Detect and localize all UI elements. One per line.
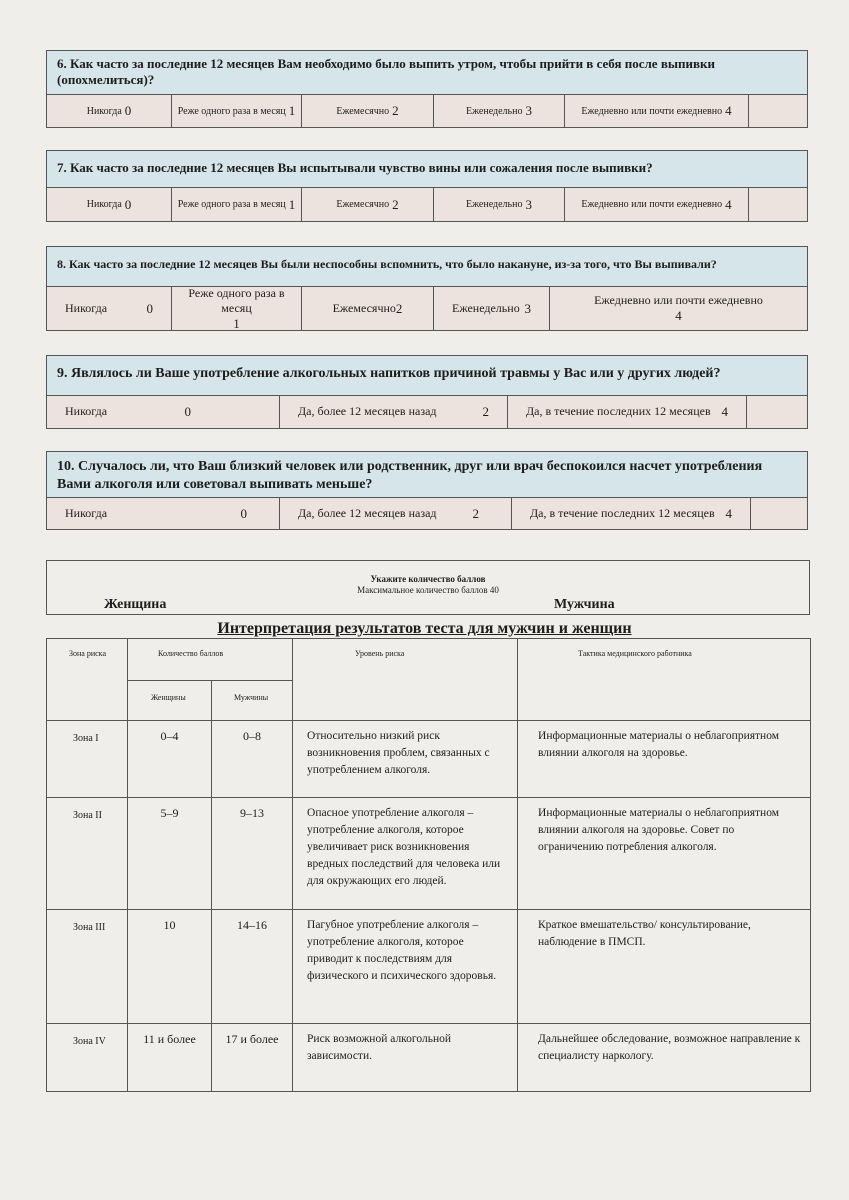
question-7-options — [46, 187, 808, 222]
question-6-text: 6. Как часто за последние 12 месяцев Вам необходимо было выпить утром, чтобы прийти в себя после выпивки (опохмелиться)? — [46, 50, 808, 94]
women-points-cell: 10 — [128, 910, 212, 1024]
option-monthly[interactable]: Ежемесячно 2 — [302, 188, 434, 221]
zone-cell: Зона IV — [47, 1024, 128, 1092]
risk-level-cell: Относительно низкий риск возникновения проблем, связанных с употреблением алкоголя. — [293, 721, 518, 798]
question-6-options — [46, 94, 808, 128]
header-level: Уровень риска — [293, 639, 518, 721]
option-daily[interactable]: Ежедневно или почти ежедневно 4 — [565, 95, 749, 127]
option-monthly[interactable]: Ежемесячно 2 — [302, 287, 434, 330]
zone-cell: Зона II — [47, 798, 128, 910]
option-never[interactable]: Никогда 0 — [47, 396, 280, 428]
option-never[interactable]: Никогда 0 — [47, 188, 172, 221]
option-last-12-months[interactable]: Да, в течение последних 12 месяцев 4 — [508, 396, 747, 428]
men-points-cell: 0–8 — [212, 721, 293, 798]
question-8-text: 8. Как часто за последние 12 месяцев Вы были неспособны вспомнить, что было накануне, из-за того, что Вы выпивали? — [46, 246, 808, 286]
question-6 — [46, 50, 808, 128]
option-more-than-12-months[interactable]: Да, более 12 месяцев назад 2 — [280, 498, 512, 529]
men-points-cell: 9–13 — [212, 798, 293, 910]
option-never[interactable]: Никогда 0 — [47, 287, 172, 330]
question-9 — [46, 355, 808, 429]
men-points-cell: 17 и более — [212, 1024, 293, 1092]
option-more-than-12-months[interactable]: Да, более 12 месяцев назад 2 — [280, 396, 508, 428]
header-tactics: Тактика медицинского работника — [518, 639, 811, 721]
question-10 — [46, 451, 808, 530]
option-weekly[interactable]: Еженедельно 3 — [434, 188, 565, 221]
question-7 — [46, 150, 808, 222]
women-points-cell: 5–9 — [128, 798, 212, 910]
option-daily[interactable]: Ежедневно или почти ежедневно 4 — [594, 293, 763, 323]
question-9-text: 9. Являлось ли Ваше употребление алкогольных напитков причиной травмы у Вас или у других людей? — [46, 355, 808, 395]
max-score-note: Максимальное количество баллов 40 — [357, 585, 499, 595]
table-row — [47, 721, 811, 798]
zone-cell: Зона III — [47, 910, 128, 1024]
question-7-text: 7. Как часто за последние 12 месяцев Вы испытывали чувство вины или сожаления после выпивки? — [46, 150, 808, 187]
table-row — [47, 1024, 811, 1092]
option-never[interactable]: Никогда 0 — [47, 498, 280, 529]
score-cell[interactable] — [749, 95, 807, 127]
option-last-12-months[interactable]: Да, в течение последних 12 месяцев 4 — [512, 498, 751, 529]
header-women: Женщины — [128, 681, 212, 721]
option-weekly[interactable]: Еженедельно 3 — [434, 287, 550, 330]
option-less-monthly[interactable]: Реже одного раза в месяц 1 — [172, 287, 302, 330]
question-8 — [46, 246, 808, 331]
option-daily[interactable]: Ежедневно или почти ежедневно 4 — [565, 188, 749, 221]
option-never[interactable]: Никогда 0 — [47, 95, 172, 127]
tactics-cell: Дальнейшее обследование, возможное направление к специалисту наркологу. — [518, 1024, 811, 1092]
score-instruction: Укажите количество баллов — [370, 574, 486, 584]
score-cell[interactable] — [747, 396, 807, 428]
option-monthly[interactable]: Ежемесячно 2 — [302, 95, 434, 127]
women-points-cell: 11 и более — [128, 1024, 212, 1092]
risk-level-cell: Пагубное употребление алкоголя – употребление алкоголя, которое приводит к последствиям для физического и психического здоровья. — [293, 910, 518, 1024]
men-points-cell: 14–16 — [212, 910, 293, 1024]
option-less-monthly[interactable]: Реже одного раза в месяц 1 — [172, 188, 302, 221]
table-header-row — [47, 639, 811, 681]
table-row — [47, 798, 811, 910]
question-10-options — [46, 497, 808, 530]
man-label: Мужчина — [554, 597, 615, 612]
tactics-cell: Информационные материалы о неблагоприятном влиянии алкоголя на здоровье. — [518, 721, 811, 798]
woman-label: Женщина — [104, 597, 167, 612]
option-less-monthly[interactable]: Реже одного раза в месяц 1 — [172, 95, 302, 127]
risk-level-cell: Риск возможной алкогольной зависимости. — [293, 1024, 518, 1092]
header-points: Количество баллов — [128, 639, 293, 681]
risk-level-cell: Опасное употребление алкоголя – употребление алкоголя, которое увеличивает риск возникновения вредных последствий для человека или для окружающих его людей. — [293, 798, 518, 910]
header-zone: Зона риска — [47, 639, 128, 721]
score-cell[interactable] — [751, 498, 807, 529]
zone-cell: Зона I — [47, 721, 128, 798]
total-score-box — [46, 560, 810, 615]
table-row — [47, 910, 811, 1024]
score-cell[interactable] — [749, 188, 807, 221]
tactics-cell: Краткое вмешательство/ консультирование, наблюдение в ПМСП. — [518, 910, 811, 1024]
option-weekly[interactable]: Еженедельно 3 — [434, 95, 565, 127]
question-8-options — [46, 286, 808, 331]
header-men: Мужчины — [212, 681, 293, 721]
question-10-text: 10. Случалось ли, что Ваш близкий человек или родственник, друг или врач беспокоился насчет употребления Вами алкоголя или советовал выпивать меньше? — [46, 451, 808, 497]
question-9-options — [46, 395, 808, 429]
interpretation-title: Интерпретация результатов теста для мужчин и женщин — [217, 620, 632, 637]
tactics-cell: Информационные материалы о неблагоприятном влиянии алкоголя на здоровье. Совет по ограничению потребления алкоголя. — [518, 798, 811, 910]
women-points-cell: 0–4 — [128, 721, 212, 798]
interpretation-table — [46, 638, 811, 1092]
